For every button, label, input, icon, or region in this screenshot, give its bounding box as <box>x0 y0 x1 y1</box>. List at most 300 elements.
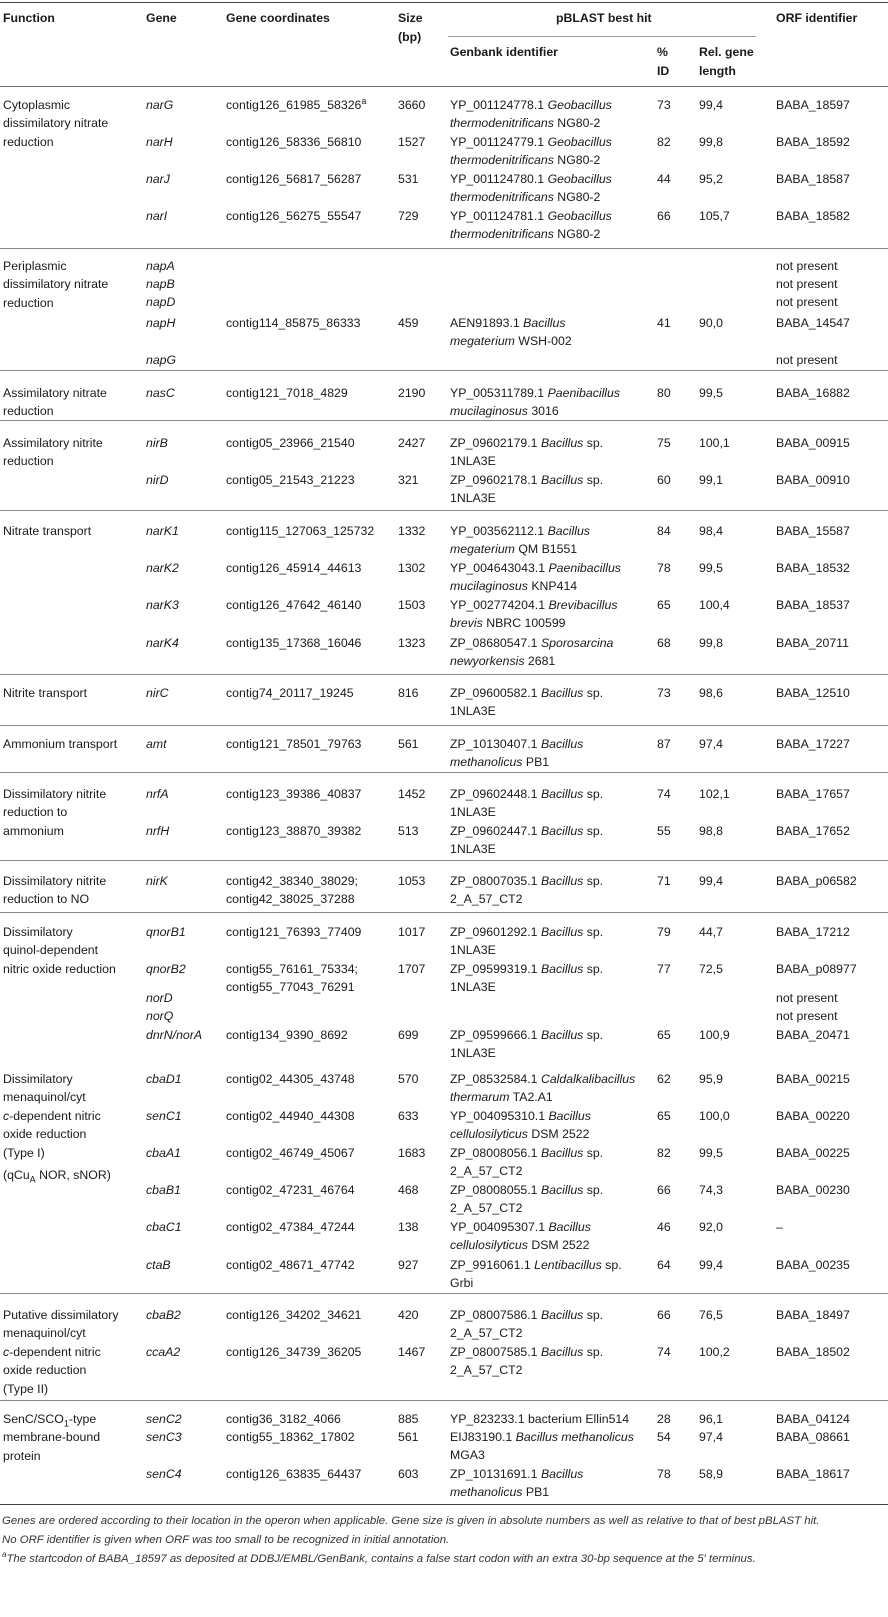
function-cell-line: Nitrite transport <box>3 686 88 700</box>
genbank-hit-cell <box>450 1218 591 1255</box>
coordinates-cell-line: contig02_48671_47742 <box>226 1258 355 1272</box>
genbank-hit-cell <box>450 596 618 633</box>
coordinates-cell-line: contig55_18362_17802 <box>226 1430 355 1444</box>
coordinates-cell <box>226 596 361 614</box>
gene-cell: senC4 <box>146 1467 182 1481</box>
function-cell-line: reduction <box>3 134 54 149</box>
coordinates-cell-line: contig123_38870_39382 <box>226 824 362 838</box>
rel-length-cell: 95,2 <box>699 172 723 186</box>
size-cell: 2190 <box>398 386 426 400</box>
genbank-hit-cell-line: 1NLA3E <box>450 491 496 506</box>
rel-length-cell: 97,4 <box>699 1430 723 1444</box>
genbank-hit-cell <box>450 207 612 244</box>
coordinates-cell <box>226 314 361 332</box>
function-cell-line: menaquinol/cyt <box>3 1090 86 1105</box>
coordinates-cell <box>226 1343 361 1361</box>
group-separator <box>0 510 888 511</box>
rel-length-cell: 102,1 <box>699 787 730 801</box>
orf-cell: not present <box>776 353 838 367</box>
coordinates-cell-line: contig42_38340_38029; <box>226 874 358 888</box>
group-separator <box>0 912 888 913</box>
genbank-hit-cell-line: cellulosilyticus DSM 2522 <box>450 1238 590 1253</box>
group-separator <box>0 248 888 249</box>
genbank-hit-cell-line: YP_002774204.1 Brevibacillus <box>450 598 618 612</box>
rel-length-cell: 44,7 <box>699 925 723 939</box>
pct-id-cell: 66 <box>657 1308 671 1322</box>
size-cell: 1323 <box>398 636 426 650</box>
genbank-hit-cell <box>450 384 620 421</box>
rel-length-cell: 99,8 <box>699 135 723 149</box>
genbank-hit-cell-line: thermarum TA2.A1 <box>450 1090 553 1105</box>
gene-cell: ctaB <box>146 1258 171 1272</box>
coordinates-cell <box>226 559 361 577</box>
orf-cell: BABA_15587 <box>776 524 850 538</box>
pct-id-cell: 74 <box>657 1345 671 1359</box>
gene-cell: dnrN/norA <box>146 1028 203 1042</box>
gene-cell: narK2 <box>146 561 179 575</box>
header-size-unit: (bp) <box>398 30 422 44</box>
orf-cell: BABA_18532 <box>776 561 850 575</box>
genbank-hit-cell-line: cellulosilyticus DSM 2522 <box>450 1127 590 1142</box>
coordinates-cell-line: contig126_34202_34621 <box>226 1308 362 1322</box>
genbank-hit-cell <box>450 785 603 822</box>
header-orf: ORF identifier <box>776 11 858 25</box>
function-cell-line: ammonium <box>3 823 64 838</box>
pct-id-cell: 66 <box>657 1183 671 1197</box>
coordinates-cell <box>226 522 374 540</box>
footnote-line-2: No ORF identifier is given when ORF was too small to be recognized in initial annotation. <box>2 1534 450 1546</box>
pct-id-cell: 87 <box>657 737 671 751</box>
genbank-hit-cell-line: methanolicus PB1 <box>450 1485 550 1500</box>
gene-cell: nirB <box>146 436 168 450</box>
genbank-hit-cell-line: megaterium QM B1551 <box>450 542 578 557</box>
coordinates-cell-line: contig114_85875_86333 <box>226 316 361 330</box>
pct-id-cell: 66 <box>657 209 671 223</box>
rel-length-cell: 105,7 <box>699 209 730 223</box>
pct-id-cell: 78 <box>657 1467 671 1481</box>
header-pblast-rule <box>448 36 756 37</box>
group-separator <box>0 1400 888 1401</box>
coordinates-cell <box>226 1465 361 1483</box>
orf-cell: BABA_16882 <box>776 386 850 400</box>
group-separator <box>0 420 888 421</box>
size-cell: 1683 <box>398 1146 426 1160</box>
coordinates-cell <box>226 634 361 652</box>
gene-cell: nrfH <box>146 824 170 838</box>
header-bottom-rule <box>0 86 888 87</box>
orf-cell: not present <box>776 259 838 273</box>
size-cell: 570 <box>398 1072 419 1086</box>
coordinates-cell-line: contig02_44305_43748 <box>226 1072 355 1086</box>
function-cell <box>3 785 106 840</box>
size-cell: 816 <box>398 686 419 700</box>
orf-cell: BABA_p06582 <box>776 874 857 888</box>
gene-cell: narJ <box>146 172 170 186</box>
coordinates-cell <box>226 170 361 188</box>
genbank-hit-cell <box>450 559 621 596</box>
coordinates-cell <box>226 923 361 941</box>
orf-cell: BABA_00215 <box>776 1072 850 1086</box>
genbank-hit-cell-line: ZP_08007035.1 Bacillus sp. <box>450 874 604 888</box>
pct-id-cell: 65 <box>657 598 671 612</box>
gene-cell: napH <box>146 316 176 330</box>
gene-cell: ccaA2 <box>146 1345 181 1359</box>
genbank-hit-cell-line: ZP_9916061.1 Lentibacillus sp. <box>450 1258 622 1272</box>
gene-cell: napD <box>146 295 176 309</box>
orf-cell: BABA_00235 <box>776 1258 850 1272</box>
function-cell-line: Periplasmic <box>3 259 67 273</box>
rel-length-cell: 99,5 <box>699 561 723 575</box>
coordinates-cell-line: contig115_127063_125732 <box>226 524 375 538</box>
coordinates-cell-line: contig02_46749_45067 <box>226 1146 355 1160</box>
group-separator <box>0 674 888 675</box>
genbank-hit-cell <box>450 434 603 471</box>
function-cell-line: Dissimilatory <box>3 925 73 939</box>
orf-cell: BABA_18537 <box>776 598 850 612</box>
pct-id-cell: 54 <box>657 1430 671 1444</box>
orf-cell: BABA_12510 <box>776 686 850 700</box>
coordinates-cell <box>226 1410 341 1428</box>
coordinates-cell <box>226 207 361 225</box>
coordinates-cell-line: contig126_56817_56287 <box>226 172 362 186</box>
gene-cell: norD <box>146 991 173 1005</box>
orf-cell: BABA_18617 <box>776 1467 850 1481</box>
coordinates-cell-line: contig123_39386_40837 <box>226 787 362 801</box>
rel-length-cell: 99,4 <box>699 1258 723 1272</box>
genbank-hit-cell-line: Grbi <box>450 1276 474 1291</box>
orf-cell: BABA_p08977 <box>776 962 857 976</box>
gene-cell: nirD <box>146 473 169 487</box>
coordinates-cell-line: contig126_34739_36205 <box>226 1345 362 1359</box>
pct-id-cell: 68 <box>657 636 671 650</box>
pct-id-cell: 75 <box>657 436 671 450</box>
genbank-hit-cell-line: MGA3 <box>450 1448 485 1463</box>
genbank-hit-cell <box>450 1026 603 1063</box>
genbank-hit-cell-line: thermodenitrificans NG80-2 <box>450 227 601 242</box>
gene-cell: senC1 <box>146 1109 182 1123</box>
header-rel-unit: length <box>699 64 736 78</box>
coordinates-cell-line: contig126_47642_46140 <box>226 598 362 612</box>
coordinates-cell-line: contig121_78501_79763 <box>226 737 362 751</box>
genbank-hit-cell-line: 2_A_57_CT2 <box>450 1164 523 1179</box>
orf-cell: BABA_20711 <box>776 636 849 650</box>
genbank-hit-cell <box>450 133 612 170</box>
function-cell <box>3 1070 111 1184</box>
coordinates-cell <box>226 1218 355 1236</box>
rel-length-cell: 100,2 <box>699 1345 730 1359</box>
genbank-hit-cell <box>450 960 603 997</box>
header-size: Size <box>398 11 423 25</box>
size-cell: 513 <box>398 824 419 838</box>
genbank-hit-cell-line: ZP_09601292.1 Bacillus sp. <box>450 925 604 939</box>
rel-length-cell: 98,6 <box>699 686 723 700</box>
group-separator <box>0 370 888 371</box>
genbank-hit-cell-line: mucilaginosus 3016 <box>450 404 559 419</box>
function-cell-line: c-dependent nitric <box>3 1344 101 1359</box>
genbank-hit-cell-line: YP_001124780.1 Geobacillus <box>450 172 612 186</box>
function-cell-line: dissimilatory nitrate <box>3 277 109 292</box>
gene-cell: qnorB2 <box>146 962 186 976</box>
genbank-hit-cell-line: ZP_09602447.1 Bacillus sp. <box>450 824 604 838</box>
genbank-hit-cell <box>450 522 590 559</box>
function-cell-line: (Type II) <box>3 1381 49 1396</box>
size-cell: 2427 <box>398 436 426 450</box>
header-pct: % <box>657 45 668 59</box>
function-cell-line: Ammonium transport <box>3 737 118 751</box>
function-cell-line: Dissimilatory nitrite <box>3 874 107 888</box>
function-cell-line: SenC/$SCO_1$-type <box>3 1412 97 1429</box>
size-cell: 138 <box>398 1220 419 1234</box>
coordinates-cell <box>226 1428 355 1446</box>
function-cell <box>3 96 108 151</box>
gene-cell: amt <box>146 737 167 751</box>
genbank-hit-cell-line: ZP_09602178.1 Bacillus sp. <box>450 473 604 487</box>
pct-id-cell: 55 <box>657 824 671 838</box>
coordinates-cell <box>226 1070 355 1088</box>
orf-cell: BABA_20471 <box>776 1028 850 1042</box>
header-id: ID <box>657 64 670 78</box>
coordinates-cell-line: contig55_77043_76291 <box>226 980 355 995</box>
function-cell-line: Dissimilatory <box>3 1072 73 1086</box>
rel-length-cell: 90,0 <box>699 316 723 330</box>
coordinates-cell-line: contig126_63835_64437 <box>226 1467 362 1481</box>
gene-cell: narK4 <box>146 636 179 650</box>
function-cell-line: (Type I) <box>3 1145 45 1160</box>
coordinates-cell <box>226 96 366 114</box>
genbank-hit-cell <box>450 471 603 508</box>
genbank-hit-cell <box>450 1181 603 1218</box>
orf-cell: BABA_14547 <box>776 316 850 330</box>
gene-cell: narG <box>146 98 174 112</box>
rel-length-cell: 99,5 <box>699 1146 723 1160</box>
coordinates-cell <box>226 434 355 452</box>
size-cell: 1053 <box>398 874 426 888</box>
gene-cell: cbaA1 <box>146 1146 181 1160</box>
size-cell: 531 <box>398 172 419 186</box>
pct-id-cell: 60 <box>657 473 671 487</box>
genbank-hit-cell <box>450 872 603 909</box>
size-cell: 468 <box>398 1183 419 1197</box>
genbank-hit-cell-line: methanolicus PB1 <box>450 755 550 770</box>
pct-id-cell: 82 <box>657 135 671 149</box>
gene-cell: cbaD1 <box>146 1072 182 1086</box>
gene-cell: qnorB1 <box>146 925 186 939</box>
orf-cell: – <box>776 1220 783 1234</box>
genbank-hit-cell <box>450 923 603 960</box>
coordinates-cell <box>226 1181 355 1199</box>
genbank-hit-cell-line: YP_823233.1 bacterium Ellin514 <box>450 1412 630 1426</box>
orf-cell: BABA_18592 <box>776 135 850 149</box>
genbank-hit-cell-line: EIJ83190.1 Bacillus methanolicus <box>450 1430 634 1444</box>
size-cell: 1452 <box>398 787 426 801</box>
genbank-hit-cell <box>450 684 603 721</box>
rel-length-cell: 100,0 <box>699 1109 730 1123</box>
size-cell: 885 <box>398 1412 419 1426</box>
genbank-hit-cell <box>450 1256 622 1293</box>
coordinates-cell-line: contig121_7018_4829 <box>226 386 348 400</box>
size-cell: 1467 <box>398 1345 426 1359</box>
rel-length-cell: 58,9 <box>699 1467 723 1481</box>
orf-cell: BABA_00220 <box>776 1109 850 1123</box>
gene-cell: narK3 <box>146 598 179 612</box>
genbank-hit-cell <box>450 1144 603 1181</box>
coordinates-cell-line: contig126_58336_56810 <box>226 135 362 149</box>
genbank-hit-cell-line: ZP_08008055.1 Bacillus sp. <box>450 1183 604 1197</box>
function-cell-line: Putative dissimilatory <box>3 1308 119 1322</box>
function-cell-line: protein <box>3 1448 41 1463</box>
group-separator <box>0 1293 888 1294</box>
genbank-hit-cell-line: ZP_09600582.1 Bacillus sp. <box>450 686 604 700</box>
gene-cell: nrfA <box>146 787 169 801</box>
coordinates-cell <box>226 133 361 151</box>
pct-id-cell: 65 <box>657 1109 671 1123</box>
genbank-hit-cell <box>450 314 572 351</box>
coordinates-cell <box>226 1026 348 1044</box>
orf-cell: BABA_18587 <box>776 172 850 186</box>
coordinates-cell <box>226 872 358 909</box>
pct-id-cell: 44 <box>657 172 671 186</box>
orf-cell: BABA_17227 <box>776 737 850 751</box>
pct-id-cell: 74 <box>657 787 671 801</box>
coordinates-cell <box>226 1256 355 1274</box>
genbank-hit-cell-line: AEN91893.1 Bacillus <box>450 316 566 330</box>
rel-length-cell: 99,4 <box>699 874 723 888</box>
coordinates-cell <box>226 822 361 840</box>
function-cell-line: membrane-bound <box>3 1430 101 1445</box>
size-cell: 603 <box>398 1467 419 1481</box>
genbank-hit-cell-line: YP_005311789.1 Paenibacillus <box>450 386 621 400</box>
genbank-hit-cell <box>450 1107 591 1144</box>
size-cell: 1707 <box>398 962 426 976</box>
function-cell <box>3 522 91 540</box>
genbank-hit-cell <box>450 1410 629 1428</box>
orf-cell: BABA_17212 <box>776 925 850 939</box>
gene-cell: nirC <box>146 686 169 700</box>
footnote-a-text: The startcodon of BABA_18597 as deposited at DDBJ/EMBL/GenBank, contains a false start codon with an extra 30-bp sequence at the 5′ terminus. <box>6 1553 756 1565</box>
function-cell-line: menaquinol/cyt <box>3 1326 86 1341</box>
genbank-hit-cell-line: thermodenitrificans NG80-2 <box>450 153 601 168</box>
header-gene: Gene <box>146 11 177 25</box>
gene-cell: nirK <box>146 874 168 888</box>
genbank-hit-cell-line: ZP_08007585.1 Bacillus sp. <box>450 1345 604 1359</box>
genbank-hit-cell-line: 1NLA3E <box>450 980 496 995</box>
orf-cell: BABA_18597 <box>776 98 850 112</box>
function-cell-line: reduction <box>3 454 54 469</box>
function-cell <box>3 434 103 471</box>
orf-cell: BABA_18497 <box>776 1308 850 1322</box>
coordinates-cell-line: contig02_47231_46764 <box>226 1183 355 1197</box>
genbank-hit-cell <box>450 170 612 207</box>
pct-id-cell: 62 <box>657 1072 671 1086</box>
size-cell: 1017 <box>398 925 426 939</box>
genbank-hit-cell <box>450 96 612 133</box>
coordinates-cell-line: contig134_9390_8692 <box>226 1028 348 1042</box>
rel-length-cell: 72,5 <box>699 962 723 976</box>
genbank-hit-cell-line: YP_004095307.1 Bacillus <box>450 1220 591 1234</box>
coordinates-cell-line: contig36_3182_4066 <box>226 1412 341 1426</box>
size-cell: 420 <box>398 1308 419 1322</box>
size-cell: 1527 <box>398 135 426 149</box>
pct-id-cell: 71 <box>657 874 671 888</box>
function-cell <box>3 684 87 702</box>
coordinates-cell-line: contig126_45914_44613 <box>226 561 362 575</box>
genbank-hit-cell-line: ZP_09599666.1 Bacillus sp. <box>450 1028 604 1042</box>
genbank-hit-cell <box>450 1428 634 1465</box>
gene-cell: senC2 <box>146 1412 182 1426</box>
header-genbank: Genbank identifier <box>450 45 558 59</box>
gene-cell: cbaB2 <box>146 1308 181 1322</box>
coordinates-cell <box>226 960 358 997</box>
genbank-hit-cell-line: 2_A_57_CT2 <box>450 892 523 907</box>
rel-length-cell: 96,1 <box>699 1412 723 1426</box>
function-cell <box>3 384 107 421</box>
function-cell-line: reduction <box>3 295 54 310</box>
rel-length-cell: 100,1 <box>699 436 730 450</box>
genbank-hit-cell-line: 1NLA3E <box>450 943 496 958</box>
coordinates-cell <box>226 735 361 753</box>
coordinates-cell <box>226 471 355 489</box>
gene-cell: cbaC1 <box>146 1220 182 1234</box>
footnote-a <box>2 1551 756 1567</box>
coordinates-cell <box>226 1306 361 1324</box>
genbank-hit-cell-line: YP_003562112.1 Bacillus <box>450 524 590 538</box>
function-cell-line: Assimilatory nitrate <box>3 386 107 400</box>
gene-cell: narH <box>146 135 173 149</box>
size-cell: 321 <box>398 473 419 487</box>
genbank-hit-cell-line: ZP_09602448.1 Bacillus sp. <box>450 787 604 801</box>
pct-id-cell: 84 <box>657 524 671 538</box>
pct-id-cell: 64 <box>657 1258 671 1272</box>
function-cell <box>3 257 108 312</box>
gene-cell: narI <box>146 209 168 223</box>
genbank-hit-cell-line: ZP_10131691.1 Bacillus <box>450 1467 584 1481</box>
footnote-line-1: Genes are ordered according to their location in the operon when applicable. Gene size is given in absolute numbers as well as relative to that of best pBLAST hit. <box>2 1515 820 1527</box>
coordinates-cell-line: contig126_56275_55547 <box>226 209 362 223</box>
genbank-hit-cell-line: brevis NBRC 100599 <box>450 616 566 631</box>
rel-length-cell: 100,9 <box>699 1028 730 1042</box>
size-cell: 1503 <box>398 598 426 612</box>
coordinates-cell <box>226 684 354 702</box>
footnote-a-marker: a <box>2 1550 7 1560</box>
gene-cell: napG <box>146 353 177 367</box>
genbank-hit-cell-line: thermodenitrificans NG80-2 <box>450 116 601 131</box>
genbank-hit-cell-line: thermodenitrificans NG80-2 <box>450 190 601 205</box>
header-rel: Rel. gene <box>699 45 754 59</box>
genbank-hit-cell-line: 2_A_57_CT2 <box>450 1201 523 1216</box>
group-separator <box>0 772 888 773</box>
genbank-hit-cell-line: 2_A_57_CT2 <box>450 1326 523 1341</box>
coordinates-cell-line: contig02_44940_44308 <box>226 1109 355 1123</box>
orf-cell: not present <box>776 295 838 309</box>
coordinates-cell-line: contig135_17368_16046 <box>226 636 362 650</box>
header-function: Function <box>3 11 55 25</box>
coordinates-cell <box>226 1144 355 1162</box>
group-separator <box>0 1504 888 1505</box>
rel-length-cell: 76,5 <box>699 1308 723 1322</box>
orf-cell: BABA_08661 <box>776 1430 850 1444</box>
genbank-hit-cell-line: megaterium WSH-002 <box>450 334 572 349</box>
coordinates-cell-line: contig42_38025_37288 <box>226 892 355 907</box>
size-cell: 699 <box>398 1028 419 1042</box>
orf-cell: BABA_00225 <box>776 1146 850 1160</box>
size-cell: 561 <box>398 1430 419 1444</box>
header-pblast: pBLAST best hit <box>556 11 652 25</box>
coordinates-cell-line: contig05_21543_21223 <box>226 473 355 487</box>
orf-cell: BABA_18582 <box>776 209 850 223</box>
orf-cell: not present <box>776 991 838 1005</box>
genbank-hit-cell-line: ZP_10130407.1 Bacillus <box>450 737 584 751</box>
function-cell-line: reduction to <box>3 805 68 820</box>
